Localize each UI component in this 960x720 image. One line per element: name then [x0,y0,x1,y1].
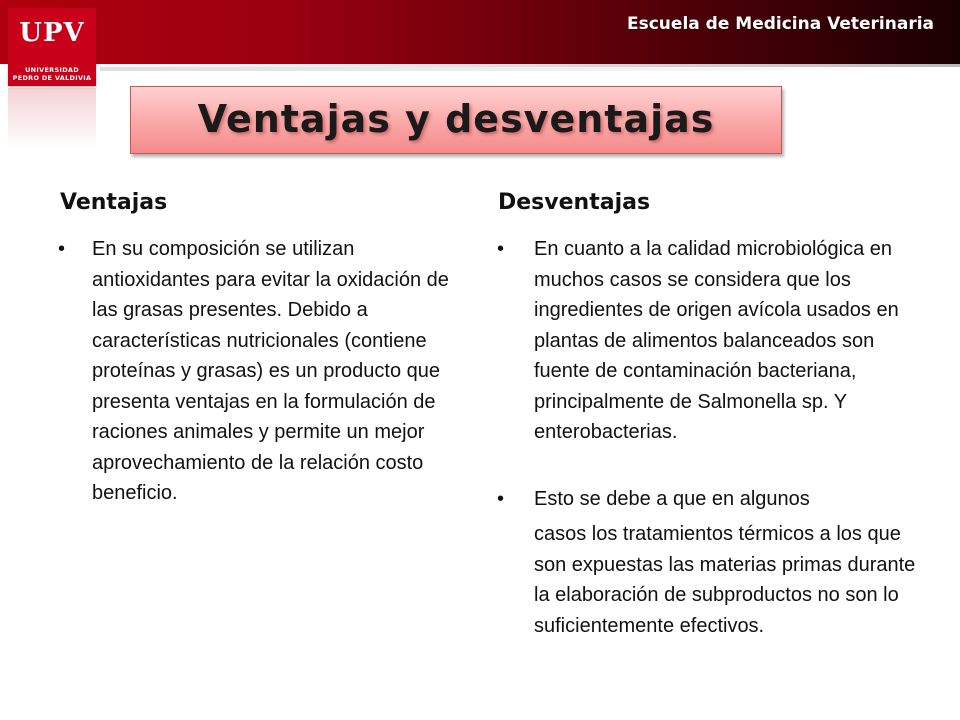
advantages-heading: Ventajas [60,190,168,215]
header-divider-shadow [100,67,960,71]
bullet-icon: • [497,488,505,510]
logo-line-name: PEDRO DE VALDIVIA [12,74,92,82]
advantages-bullet [58,234,458,509]
disadvantages-bullet-2 [497,484,927,515]
disadvantages-bullet-1-text: En cuanto a la calidad microbiológica en muchos casos se considera que los ingredientes de origen avícola usados en plantas de alimentos balanceados son fuente de contaminación bacteriana, principalmente de Salmonella sp. Y enterobacterias. [534,238,899,443]
university-logo [8,8,96,86]
disadvantages-continuation: casos los tratamientos térmicos a los que son expuestas las materias primas durante la elaboración de subproductos no son lo suficientemente efectivos. [534,523,916,637]
title-box [130,86,782,154]
bullet-icon: • [58,238,66,260]
logo-reflection [8,88,96,148]
disadvantages-bullet-1 [497,234,927,448]
logo-line-university: UNIVERSIDAD [25,66,79,74]
bullet-icon: • [497,238,505,260]
disadvantages-bullet-2-text: Esto se debe a que en algunos [534,488,810,510]
advantages-bullet-text: En su composición se utilizan antioxidantes para evitar la oxidación de las grasas presentes. Debido a características nutricionales (contiene proteínas y grasas) es un producto que presenta ventajas en la formulación de raciones animales y permite un mejor aprovechamiento de la relación costo beneficio. [92,238,449,504]
disadvantages-heading: Desventajas [498,190,651,215]
slide-title: Ventajas y desventajas [197,97,715,141]
school-name: Escuela de Medicina Veterinaria [627,14,934,34]
logo-mark: UPV [19,18,85,48]
